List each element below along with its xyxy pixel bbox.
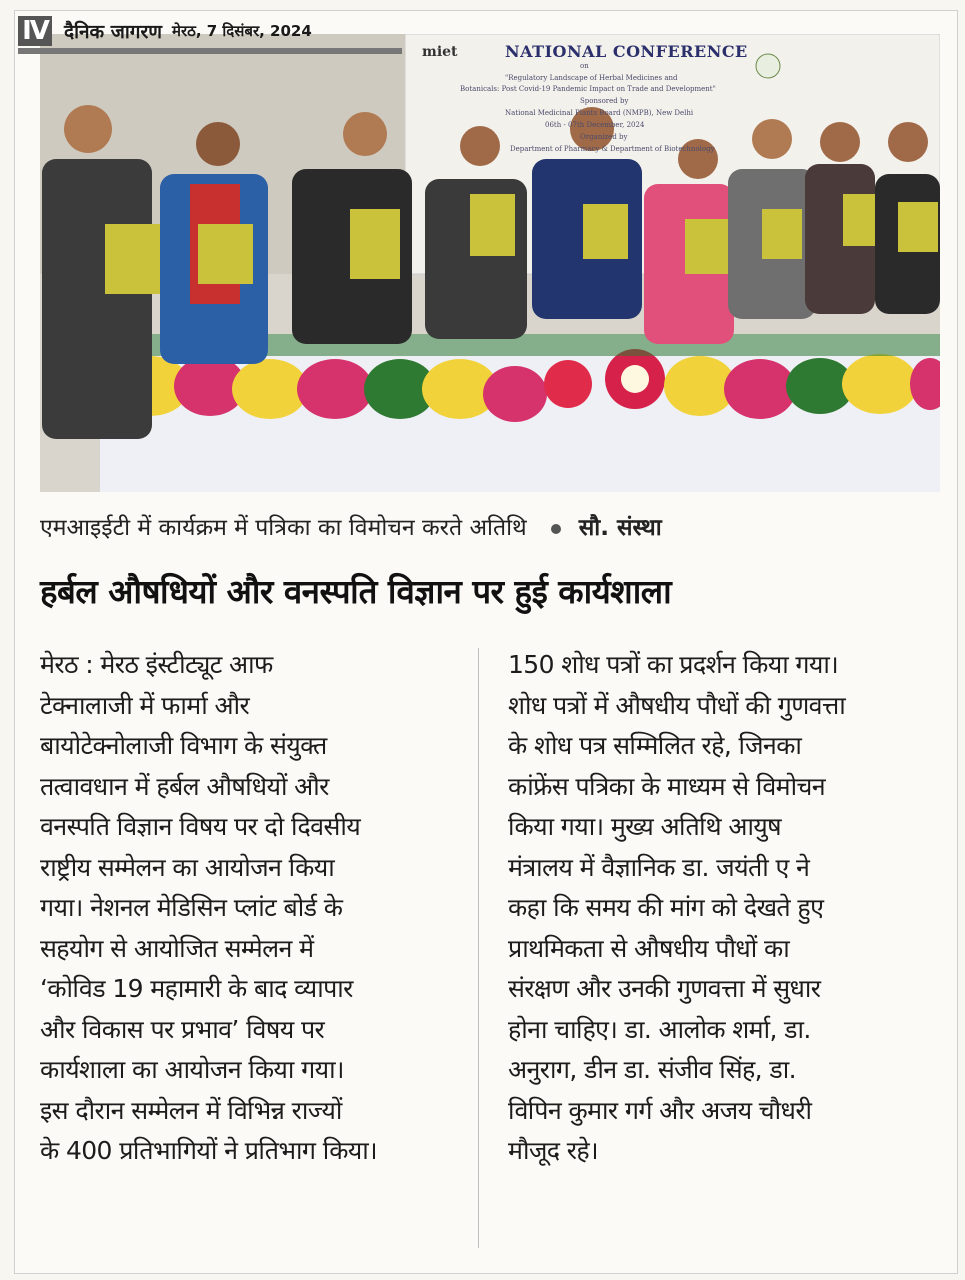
banner-line-on: on [580,62,589,70]
banner-line-3: Sponsored by [580,97,629,105]
conference-title: NATIONAL CONFERENCE [505,42,748,61]
article-line: 150 शोध पत्रों का प्रदर्शन किया गया। [508,650,839,679]
article-line: मेरठ : मेरठ इंस्टीट्यूट आफ [40,650,273,679]
article-line: किया गया। मुख्य अतिथि आयुष [508,812,782,841]
photo-scene [40,34,940,492]
article-line: और विकास पर प्रभाव’ विषय पर [40,1014,325,1044]
banner-line-6: Organized by [580,133,628,141]
bullet-icon [551,524,561,534]
dateline: मेरठ, 7 दिसंबर, 2024 [172,22,312,40]
caption-text: एमआइईटी में कार्यक्रम में पत्रिका का विमोचन करते अतिथि [40,515,527,541]
banner-line-4: National Medicinal Plants Board (NMPB), New Delhi [505,109,694,117]
article-line: होना चाहिए। डा. आलोक शर्मा, डा. [508,1014,811,1044]
article-column-1 [40,645,460,1172]
article-line: शोध पत्रों में औषधीय पौधों की गुणवत्ता [508,690,846,720]
article-line: संरक्षण और उनकी गुणवत्ता में सुधार [508,974,821,1003]
article-line: तत्वावधान में हर्बल औषधियों और [40,771,329,801]
article-line: टेक्नालाजी में फार्मा और [40,690,250,720]
article-line: अनुराग, डीन डा. संजीव सिंह, डा. [508,1055,796,1084]
institute-logo: miet [422,44,458,60]
article-line: कहा कि समय की मांग को देखते हुए [508,893,824,922]
masthead [18,16,312,46]
banner-line-1: "Regulatory Landscape of Herbal Medicines and [505,74,678,82]
article-line: गया। नेशनल मेडिसिन प्लांट बोर्ड के [40,893,343,922]
article-line: कांफ्रेंस पत्रिका के माध्यम से विमोचन [508,771,826,801]
newspaper-name: दैनिक जागरण [64,21,162,43]
article-line: के शोध पत्र सम्मिलित रहे, जिनका [508,731,802,760]
headline: हर्बल औषधियों और वनस्पति विज्ञान पर हुई कार्यशाला [40,572,672,611]
article-line: के 400 प्रतिभागियों ने प्रतिभाग किया। [40,1136,378,1165]
banner-line-5: 06th - 07th December, 2024 [545,121,645,129]
article-column-2 [508,645,928,1172]
article-line: राष्ट्रीय सम्मेलन का आयोजन किया [40,852,335,882]
article-line: बायोटेक्नोलाजी विभाग के संयुक्त [40,731,327,760]
article-line: प्राथमिकता से औषधीय पौधों का [508,933,790,963]
event-photo [40,34,940,492]
article-line: विपिन कुमार गर्ग और अजय चौधरी [508,1095,812,1125]
photo-credit: सौ. संस्था [578,515,662,541]
photo-caption [40,510,940,542]
page-number: IV [18,16,52,46]
article-line: कार्यशाला का आयोजन किया गया। [40,1055,344,1084]
column-divider [478,648,479,1248]
masthead-rule [18,48,402,54]
banner-line-2: Botanicals: Post Covid-19 Pandemic Impact on Trade and Development" [460,85,716,93]
article-line: इस दौरान सम्मेलन में विभिन्न राज्यों [40,1095,342,1125]
article-line: मंत्रालय में वैज्ञानिक डा. जयंती ए ने [508,852,810,882]
article-line: मौजूद रहे। [508,1136,598,1165]
article-line: वनस्पति विज्ञान विषय पर दो दिवसीय [40,812,361,841]
article-line: सहयोग से आयोजित सम्मेलन में [40,933,314,963]
banner-line-7: Department of Pharmacy & Department of Biotechnology [510,145,715,153]
article-line: ‘कोविड 19 महामारी के बाद व्यापार [40,974,353,1003]
